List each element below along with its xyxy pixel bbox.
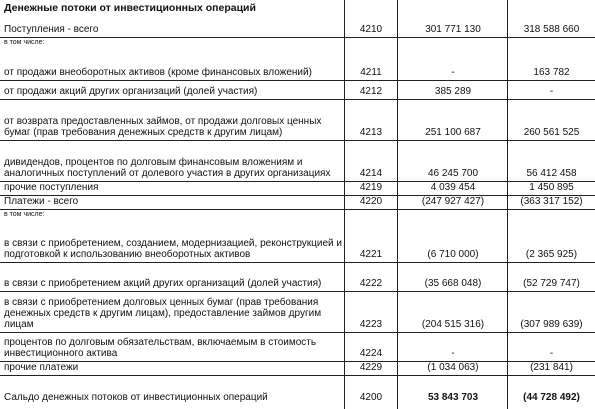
- row-value-current: 53 843 703: [427, 392, 479, 403]
- row-note: в том числе:: [4, 39, 45, 46]
- section-title-row: [0, 2, 595, 16]
- table-row: [0, 209, 595, 221]
- row-value-previous: 1 450 895: [529, 182, 574, 193]
- row-label: от возврата предоставленных займов, от продажи долговых ценных бумаг (прав требования денежных средств к другим лицам): [4, 116, 322, 138]
- row-value-previous: -: [549, 86, 554, 97]
- row-value-previous: (44 728 492): [523, 392, 580, 403]
- row-value-previous: (231 841): [530, 362, 573, 373]
- row-code: 4220: [359, 196, 383, 207]
- row-value-current: (35 668 048): [424, 278, 482, 289]
- row-value-current: (204 515 316): [421, 319, 485, 330]
- row-value-previous: (307 989 639): [520, 319, 583, 330]
- row-value-previous: (2 365 925): [525, 249, 578, 260]
- row-code: 4214: [359, 168, 383, 179]
- row-label: прочие платежи: [4, 362, 79, 373]
- row-label: от продажи внеоборотных активов (кроме финансовых вложений): [4, 67, 312, 78]
- row-code: 4219: [359, 182, 383, 193]
- row-label: в связи с приобретением, созданием, модернизацией, реконструкцией и подготовкой к использованию внеоборотных активов: [4, 238, 343, 260]
- row-value-current: 251 100 687: [425, 127, 481, 138]
- table-row-total: [0, 375, 595, 409]
- table-row: [0, 99, 595, 139]
- row-value-previous: 260 561 525: [523, 127, 580, 138]
- row-label: в связи с приобретением долговых ценных бумаг (прав требования денежных средств к другим лицам), предоставление займов другим лицам: [4, 297, 322, 330]
- table-row: [0, 181, 595, 194]
- row-label: прочие поступления: [4, 182, 99, 193]
- row-code: 4229: [359, 362, 383, 373]
- row-value-current: (1 034 063): [427, 362, 479, 373]
- row-value-current: -: [451, 348, 455, 359]
- row-label: дивидендов, процентов по долговым финансовым вложениям и аналогичных поступлений от долевого участия в других организациях: [4, 157, 331, 179]
- table-row: [0, 140, 595, 180]
- table-row: [0, 195, 595, 208]
- row-code: 4211: [360, 67, 382, 78]
- row-code: 4212: [359, 86, 383, 97]
- row-value-current: 46 245 700: [427, 168, 479, 179]
- row-label: Поступления - всего: [4, 24, 99, 35]
- row-code: 4223: [359, 319, 383, 330]
- table-row: [0, 80, 595, 98]
- row-value-previous: 318 588 660: [523, 24, 580, 35]
- row-value-current: 4 039 454: [430, 182, 476, 193]
- row-value-previous: (52 729 747): [523, 278, 580, 289]
- section-title: Денежные потоки от инвестиционных операций: [4, 2, 256, 14]
- table-row: [0, 37, 595, 59]
- row-value-current: -: [451, 67, 455, 78]
- table-row: [0, 20, 595, 36]
- table-row: [0, 332, 595, 360]
- row-value-current: 301 771 130: [425, 24, 481, 35]
- table-row: [0, 291, 595, 331]
- table-row: [0, 361, 595, 374]
- row-code: 4210: [359, 24, 383, 35]
- table-row: [0, 59, 595, 79]
- row-code: 4200: [359, 392, 383, 403]
- row-label: в связи с приобретением акций других организаций (долей участия): [4, 278, 322, 289]
- row-value-previous: -: [549, 348, 554, 359]
- row-value-current: 385 289: [434, 86, 472, 97]
- row-label: процентов по долговым обязательствам, включаемым в стоимость инвестиционного актива: [4, 337, 317, 359]
- row-code: 4221: [359, 249, 383, 260]
- row-value-current: (6 710 000): [427, 249, 479, 260]
- row-label: от продажи акций других организаций (долей участия): [4, 86, 258, 97]
- row-value-current: (247 927 427): [421, 196, 485, 207]
- row-note: в том числе:: [4, 211, 45, 218]
- row-value-previous: (363 317 152): [520, 196, 583, 207]
- row-label: Сальдо денежных потоков от инвестиционных операций: [4, 392, 268, 403]
- row-code: 4222: [359, 278, 383, 289]
- table-row: [0, 262, 595, 290]
- table-row: [0, 221, 595, 261]
- row-value-previous: 56 412 458: [526, 168, 577, 179]
- row-code: 4224: [359, 348, 383, 359]
- row-value-previous: 163 782: [533, 67, 570, 78]
- row-code: 4213: [359, 127, 383, 138]
- row-label: Платежи - всего: [4, 196, 79, 207]
